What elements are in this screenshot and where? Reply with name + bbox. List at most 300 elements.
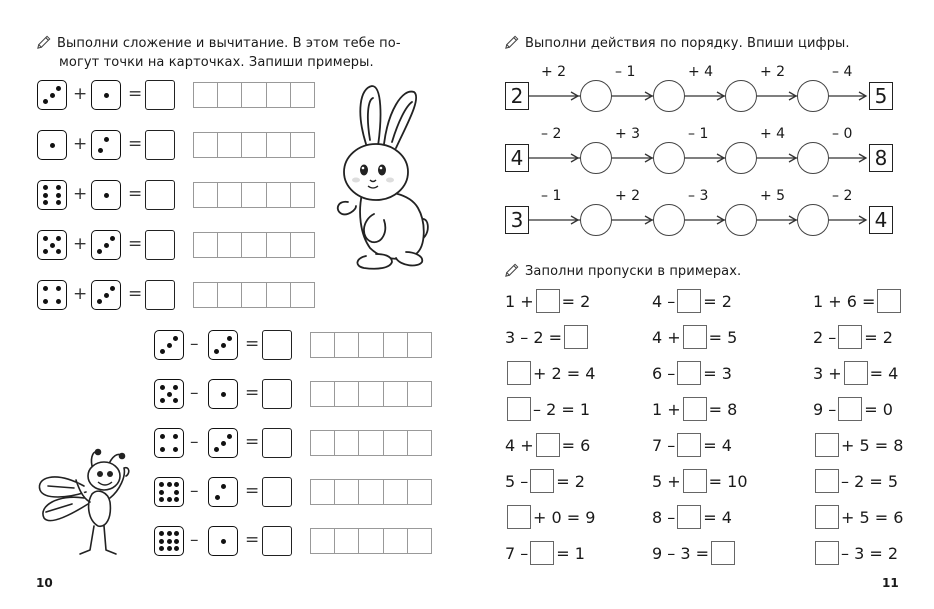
chain-answer-circle[interactable]: [580, 80, 612, 112]
addition-row-die-first: [37, 280, 67, 310]
die-pip: [43, 299, 48, 304]
die-pip: [214, 447, 219, 452]
die-pip: [173, 434, 178, 439]
fill-equation: [813, 433, 903, 457]
blank-box[interactable]: [677, 289, 701, 313]
chain-step-label: – 1: [541, 188, 562, 204]
answer-cell[interactable]: [291, 183, 314, 207]
die-pip: [160, 398, 165, 403]
chain-answer-circle[interactable]: [580, 142, 612, 174]
fill-equation: [813, 505, 903, 529]
die-pip: [104, 93, 109, 98]
chain-step-label: – 4: [832, 64, 853, 80]
answer-cell[interactable]: [359, 480, 383, 504]
die-pip: [174, 497, 179, 502]
answer-cell[interactable]: [335, 480, 359, 504]
subtraction-row-equals: =: [245, 334, 260, 354]
addition-row-die-first: [37, 180, 67, 210]
addition-row-die-second: [91, 280, 121, 310]
chain-answer-circle[interactable]: [725, 204, 757, 236]
equation-left-text: 4 +: [505, 436, 534, 455]
equation-left-text: 1 +: [652, 400, 681, 419]
chain-step-label: – 3: [688, 188, 709, 204]
die-pip: [174, 546, 179, 551]
answer-cell[interactable]: [408, 529, 431, 553]
fill-equation: [813, 361, 898, 385]
subtraction-row-equals: =: [245, 383, 260, 403]
fill-equation: [813, 397, 893, 421]
die-pip: [173, 385, 178, 390]
chain-step-label: – 2: [541, 126, 562, 142]
answer-cell[interactable]: [384, 333, 408, 357]
addition-row-die-second: [91, 80, 121, 110]
answer-cell[interactable]: [218, 133, 242, 157]
answer-cell[interactable]: [311, 431, 335, 455]
answer-cell[interactable]: [335, 431, 359, 455]
chain-step-label: + 3: [615, 126, 641, 142]
fill-equation: [652, 541, 737, 565]
equation-right-text: = 4: [703, 436, 732, 455]
fill-equation: [505, 361, 595, 385]
die-pip: [56, 286, 61, 291]
addition-row-result-box[interactable]: [145, 80, 175, 110]
chain-end-box: 5: [869, 82, 893, 110]
answer-cell[interactable]: [218, 83, 242, 107]
subtraction-row-answer-grid[interactable]: [310, 430, 432, 456]
die-pip: [160, 385, 165, 390]
chain-answer-circle[interactable]: [797, 142, 829, 174]
die-pip: [110, 236, 115, 241]
addition-row-operator: +: [73, 284, 88, 304]
equation-left-text: 1 +: [505, 292, 534, 311]
fill-equation: [505, 541, 585, 565]
subtraction-row-operator: –: [190, 334, 199, 354]
chain-step-label: – 2: [832, 188, 853, 204]
subtraction-row-die-first: [154, 428, 184, 458]
pencil-icon: [36, 35, 52, 49]
pencil-icon: [504, 263, 520, 277]
blank-box[interactable]: [530, 469, 554, 493]
chain-step-label: – 0: [832, 126, 853, 142]
answer-cell[interactable]: [335, 333, 359, 357]
chain-instruction-text: Выполни действия по порядку. Впиши цифры.: [525, 36, 850, 51]
die-pip: [56, 200, 61, 205]
fill-equation: [505, 397, 590, 421]
die-pip: [174, 482, 179, 487]
blank-box[interactable]: [838, 325, 862, 349]
die-pip: [221, 343, 226, 348]
subtraction-row-answer-grid[interactable]: [310, 479, 432, 505]
equation-right-text: + 0 = 9: [533, 508, 596, 527]
subtraction-row-die-first: [154, 330, 184, 360]
equation-right-text: = 4: [869, 364, 899, 383]
equation-right-text: – 3 = 2: [841, 544, 899, 563]
subtraction-row-die-second: [208, 477, 238, 507]
fill-instruction-text: Заполни пропуски в примерах.: [525, 264, 742, 279]
addition-row-equals: =: [128, 134, 143, 154]
die-pip: [167, 546, 172, 551]
die-pip: [173, 336, 178, 341]
blank-box[interactable]: [507, 397, 531, 421]
subtraction-row-operator: –: [190, 530, 199, 550]
die-pip: [159, 497, 164, 502]
equation-left-text: 7 –: [652, 436, 676, 455]
answer-cell[interactable]: [384, 431, 408, 455]
answer-cell[interactable]: [384, 480, 408, 504]
answer-cell[interactable]: [267, 233, 291, 257]
fill-instruction: [504, 262, 741, 281]
answer-cell[interactable]: [311, 480, 335, 504]
chain-step-label: + 5: [760, 188, 786, 204]
answer-cell[interactable]: [267, 283, 291, 307]
answer-cell[interactable]: [311, 382, 335, 406]
subtraction-row-equals: =: [245, 432, 260, 452]
fill-equation: [505, 325, 590, 349]
blank-box[interactable]: [844, 361, 868, 385]
chain-step-label: + 4: [760, 126, 786, 142]
chain-answer-circle[interactable]: [725, 142, 757, 174]
die-pip: [160, 349, 165, 354]
answer-cell[interactable]: [359, 529, 383, 553]
subtraction-row-result-box[interactable]: [262, 526, 292, 556]
chain-step-label: + 4: [688, 64, 714, 80]
die-pip: [159, 490, 164, 495]
answer-cell[interactable]: [242, 283, 266, 307]
die-pip: [97, 299, 102, 304]
die-pip: [43, 249, 48, 254]
equation-left-text: 3 – 2 =: [505, 328, 563, 347]
blank-box[interactable]: [815, 433, 839, 457]
equation-right-text: = 4: [703, 508, 732, 527]
die-pip: [43, 236, 48, 241]
die-pip: [167, 482, 172, 487]
equation-left-text: 5 +: [652, 472, 681, 491]
blank-box[interactable]: [683, 325, 707, 349]
equation-right-text: = 6: [561, 436, 591, 455]
answer-cell[interactable]: [194, 183, 218, 207]
chain-answer-circle[interactable]: [653, 142, 685, 174]
addition-row-result-box[interactable]: [145, 130, 175, 160]
fill-equation: [813, 469, 898, 493]
equation-left-text: 1 + 6 =: [813, 292, 876, 311]
chain-step-label: + 2: [541, 64, 567, 80]
addition-row-die-first: [37, 130, 67, 160]
equation-left-text: 8 –: [652, 508, 676, 527]
addition-row-answer-grid[interactable]: [193, 82, 315, 108]
answer-cell[interactable]: [291, 233, 314, 257]
pencil-icon: [504, 35, 520, 49]
answer-cell[interactable]: [359, 382, 383, 406]
chain-start-box: 3: [505, 206, 529, 234]
equation-right-text: = 10: [708, 472, 748, 491]
addition-row-equals: =: [128, 234, 143, 254]
die-pip: [167, 539, 172, 544]
equation-left-text: 9 – 3 =: [652, 544, 710, 563]
answer-cell[interactable]: [335, 382, 359, 406]
die-pip: [214, 349, 219, 354]
die-pip: [56, 236, 61, 241]
fill-equation: [813, 541, 898, 565]
die-pip: [43, 200, 48, 205]
right-page-number: 11: [882, 576, 899, 590]
equation-left-text: 5 –: [505, 472, 529, 491]
answer-cell[interactable]: [218, 283, 242, 307]
chain-end-box: 4: [869, 206, 893, 234]
chain-end-box: 8: [869, 144, 893, 172]
bunny-illustration: [326, 82, 436, 272]
equation-right-text: = 8: [708, 400, 738, 419]
answer-cell[interactable]: [359, 333, 383, 357]
addition-row-die-second: [91, 180, 121, 210]
equation-left-text: 4 –: [652, 292, 676, 311]
die-pip: [174, 531, 179, 536]
die-pip: [43, 193, 48, 198]
subtraction-row-result-box[interactable]: [262, 477, 292, 507]
answer-cell[interactable]: [267, 133, 291, 157]
answer-cell[interactable]: [408, 480, 431, 504]
blank-box[interactable]: [536, 433, 560, 457]
answer-cell[interactable]: [359, 431, 383, 455]
die-pip: [56, 86, 61, 91]
subtraction-row-operator: –: [190, 383, 199, 403]
fill-equation: [505, 505, 595, 529]
die-pip: [174, 490, 179, 495]
equation-right-text: + 5 = 6: [841, 508, 904, 527]
answer-cell[interactable]: [194, 283, 218, 307]
die-pip: [110, 286, 115, 291]
equation-right-text: = 1: [556, 544, 585, 563]
chain-instruction: [504, 34, 850, 53]
die-pip: [215, 495, 220, 500]
equation-right-text: = 2: [561, 292, 591, 311]
chain-start-box: 2: [505, 82, 529, 110]
subtraction-row-result-box[interactable]: [262, 428, 292, 458]
blank-box[interactable]: [536, 289, 560, 313]
chain-answer-circle[interactable]: [653, 204, 685, 236]
answer-cell[interactable]: [218, 183, 242, 207]
die-pip: [56, 193, 61, 198]
answer-cell[interactable]: [194, 83, 218, 107]
subtraction-row-operator: –: [190, 481, 199, 501]
addition-row-equals: =: [128, 84, 143, 104]
addition-row-operator: +: [73, 84, 88, 104]
addition-row-result-box[interactable]: [145, 230, 175, 260]
blank-box[interactable]: [877, 289, 901, 313]
die-pip: [56, 249, 61, 254]
answer-cell[interactable]: [242, 183, 266, 207]
die-pip: [160, 434, 165, 439]
chain-step-label: + 2: [760, 64, 786, 80]
die-pip: [104, 137, 109, 142]
blank-box[interactable]: [815, 541, 839, 565]
blank-box[interactable]: [677, 505, 701, 529]
die-pip: [227, 336, 232, 341]
answer-cell[interactable]: [335, 529, 359, 553]
equation-left-text: 9 –: [813, 400, 837, 419]
answer-cell[interactable]: [194, 133, 218, 157]
answer-cell[interactable]: [267, 83, 291, 107]
fill-equation: [652, 469, 748, 493]
die-pip: [221, 392, 226, 397]
blank-box[interactable]: [683, 469, 707, 493]
chain-answer-circle[interactable]: [580, 204, 612, 236]
blank-box[interactable]: [677, 433, 701, 457]
answer-cell[interactable]: [384, 382, 408, 406]
die-pip: [174, 539, 179, 544]
subtraction-row-die-second: [208, 428, 238, 458]
equation-right-text: = 2: [556, 472, 585, 491]
die-pip: [56, 185, 61, 190]
subtraction-row-result-box[interactable]: [262, 379, 292, 409]
answer-cell[interactable]: [311, 333, 335, 357]
addition-row-operator: +: [73, 234, 88, 254]
answer-cell[interactable]: [311, 529, 335, 553]
chain-answer-circle[interactable]: [797, 204, 829, 236]
addition-row-equals: =: [128, 184, 143, 204]
blank-box[interactable]: [711, 541, 735, 565]
die-pip: [43, 99, 48, 104]
subtraction-row-answer-grid[interactable]: [310, 332, 432, 358]
answer-cell[interactable]: [291, 133, 314, 157]
die-pip: [167, 392, 172, 397]
answer-cell[interactable]: [291, 83, 314, 107]
answer-cell[interactable]: [242, 233, 266, 257]
firefly-illustration: [34, 446, 144, 562]
addition-row-answer-grid[interactable]: [193, 132, 315, 158]
blank-box[interactable]: [838, 397, 862, 421]
equation-left-text: 4 +: [652, 328, 681, 347]
addition-row-die-second: [91, 130, 121, 160]
fill-equation: [505, 433, 590, 457]
die-pip: [98, 148, 103, 153]
answer-cell[interactable]: [242, 133, 266, 157]
die-pip: [173, 398, 178, 403]
addition-row-operator: +: [73, 134, 88, 154]
die-pip: [227, 434, 232, 439]
die-pip: [159, 531, 164, 536]
addition-row-die-first: [37, 230, 67, 260]
die-pip: [167, 343, 172, 348]
die-pip: [104, 193, 109, 198]
die-pip: [50, 243, 55, 248]
die-pip: [50, 143, 55, 148]
equation-left-text: 6 –: [652, 364, 676, 383]
equation-left-text: 7 –: [505, 544, 529, 563]
equation-right-text: = 0: [864, 400, 893, 419]
blank-box[interactable]: [564, 325, 588, 349]
chain-step-label: – 1: [688, 126, 709, 142]
die-pip: [221, 441, 226, 446]
addition-row-answer-grid[interactable]: [193, 232, 315, 258]
subtraction-row-result-box[interactable]: [262, 330, 292, 360]
blank-box[interactable]: [530, 541, 554, 565]
fill-equation: [652, 505, 732, 529]
die-pip: [221, 539, 226, 544]
die-pip: [173, 447, 178, 452]
die-pip: [167, 497, 172, 502]
blank-box[interactable]: [507, 361, 531, 385]
fill-equation: [652, 289, 732, 313]
left-instruction: [36, 34, 436, 72]
subtraction-row-die-second: [208, 379, 238, 409]
chain-step-label: – 1: [615, 64, 636, 80]
addition-row-result-box[interactable]: [145, 180, 175, 210]
subtraction-row-equals: =: [245, 481, 260, 501]
chain-answer-circle[interactable]: [725, 80, 757, 112]
blank-box[interactable]: [683, 397, 707, 421]
chain-step-label: + 2: [615, 188, 641, 204]
answer-cell[interactable]: [218, 233, 242, 257]
subtraction-row-equals: =: [245, 530, 260, 550]
subtraction-row-die-second: [208, 526, 238, 556]
fill-equation: [505, 469, 585, 493]
equation-right-text: – 2 = 5: [841, 472, 899, 491]
answer-cell[interactable]: [242, 83, 266, 107]
chain-answer-circle[interactable]: [797, 80, 829, 112]
chain-start-box: 4: [505, 144, 529, 172]
blank-box[interactable]: [677, 361, 701, 385]
die-pip: [159, 482, 164, 487]
die-pip: [104, 293, 109, 298]
equation-left-text: 2 –: [813, 328, 837, 347]
subtraction-row-die-first: [154, 379, 184, 409]
fill-equation: [813, 289, 903, 313]
subtraction-row-operator: –: [190, 432, 199, 452]
answer-cell[interactable]: [267, 183, 291, 207]
fill-equation: [652, 325, 737, 349]
subtraction-row-die-second: [208, 330, 238, 360]
answer-cell[interactable]: [384, 529, 408, 553]
equation-right-text: = 3: [703, 364, 732, 383]
answer-cell[interactable]: [291, 283, 314, 307]
addition-row-result-box[interactable]: [145, 280, 175, 310]
chain-answer-circle[interactable]: [653, 80, 685, 112]
equation-right-text: = 2: [864, 328, 893, 347]
die-pip: [43, 286, 48, 291]
answer-cell[interactable]: [408, 333, 431, 357]
die-pip: [50, 93, 55, 98]
fill-equation: [652, 433, 732, 457]
subtraction-row-answer-grid[interactable]: [310, 528, 432, 554]
blank-box[interactable]: [507, 505, 531, 529]
blank-box[interactable]: [815, 505, 839, 529]
answer-cell[interactable]: [408, 382, 431, 406]
die-pip: [221, 484, 226, 489]
die-pip: [159, 546, 164, 551]
equation-right-text: – 2 = 1: [533, 400, 591, 419]
subtraction-row-die-first: [154, 477, 184, 507]
addition-row-answer-grid[interactable]: [193, 182, 315, 208]
addition-row-equals: =: [128, 284, 143, 304]
die-pip: [104, 243, 109, 248]
addition-row-answer-grid[interactable]: [193, 282, 315, 308]
die-pip: [159, 539, 164, 544]
die-pip: [56, 299, 61, 304]
die-pip: [43, 185, 48, 190]
answer-cell[interactable]: [408, 431, 431, 455]
blank-box[interactable]: [815, 469, 839, 493]
fill-equation: [813, 325, 893, 349]
answer-cell[interactable]: [194, 233, 218, 257]
equation-right-text: = 5: [708, 328, 738, 347]
equation-right-text: + 2 = 4: [533, 364, 596, 383]
fill-equation: [505, 289, 590, 313]
subtraction-row-answer-grid[interactable]: [310, 381, 432, 407]
left-instruction-line2: могут точки на карточках. Запиши примеры.: [59, 55, 374, 70]
fill-equation: [652, 397, 737, 421]
die-pip: [160, 447, 165, 452]
addition-row-operator: +: [73, 184, 88, 204]
